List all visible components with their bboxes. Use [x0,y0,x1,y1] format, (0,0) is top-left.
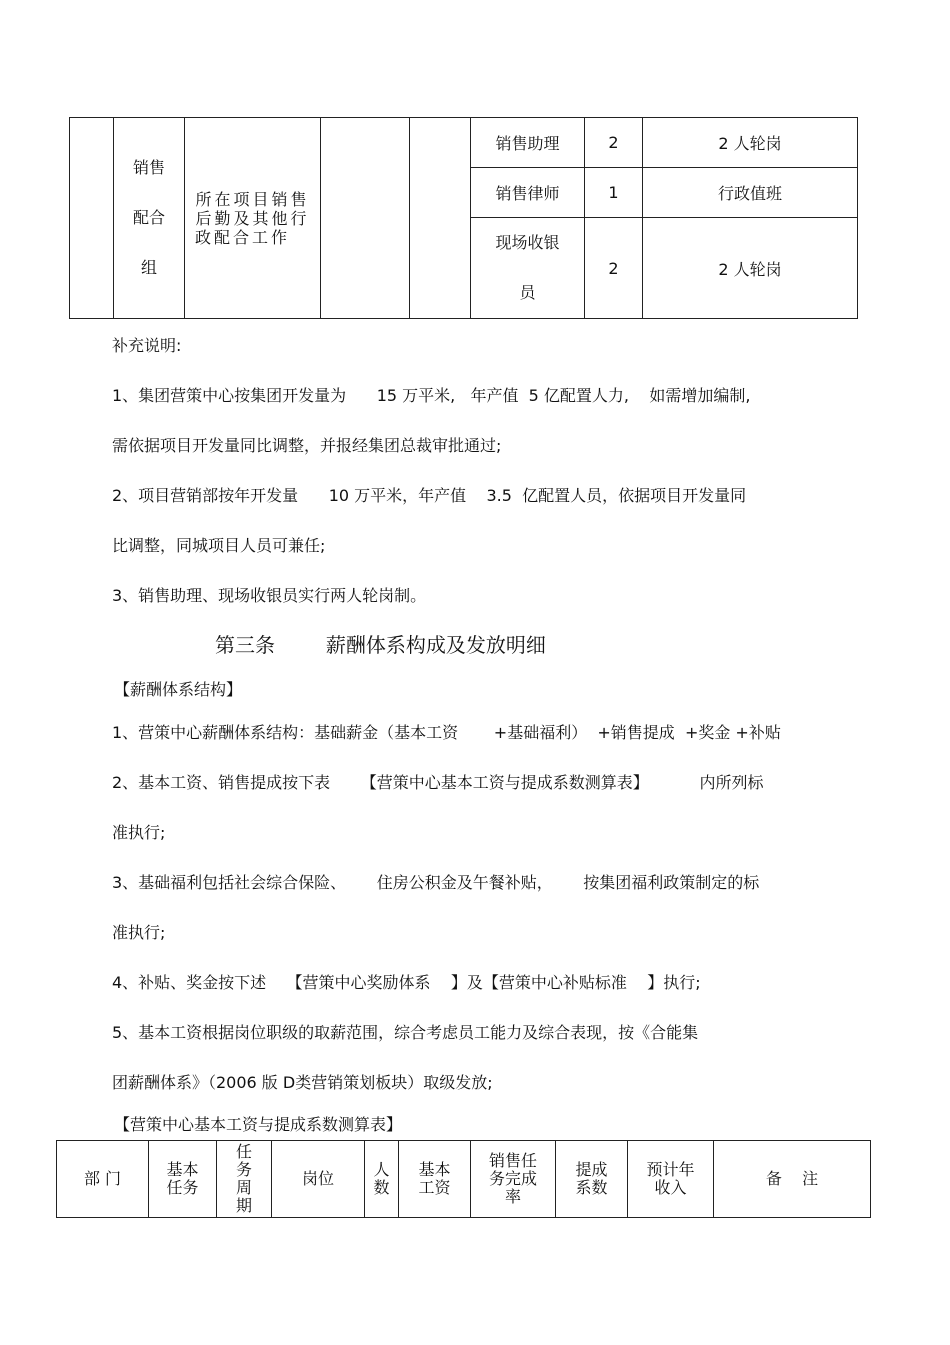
group-name-cell [114,118,185,319]
blank-cell [70,118,114,319]
section-line: 准执行; [112,923,166,942]
salary-table [56,1140,871,1218]
note-cell: 行政值班 [643,168,858,218]
position-cell: 销售律师 [471,168,585,218]
count-cell: 2 [585,218,643,319]
group-name-line: 组 [140,258,157,277]
staffing-table [69,117,858,319]
note-line: 比调整，同城项目人员可兼任; [112,536,326,555]
group-name-line: 销售 [132,158,165,177]
header-task-period: 任务周期 [217,1141,272,1218]
section-line: 3、基础福利包括社会综合保险、 住房公积金及午餐补贴， 按集团福利政策制定的标 [112,873,760,892]
header-remarks: 备 注 [714,1141,871,1218]
section-line: 5、基本工资根据岗位职级的取薪范围，综合考虑员工能力及综合表现，按《合能集 [112,1023,699,1042]
group-description: 所在项目销售后勤及其他行政配合工作 [185,118,321,319]
header-basic-task: 基本任务 [149,1141,217,1218]
count-cell: 2 [585,118,643,168]
section-line: 2、基本工资、销售提成按下表 【营策中心基本工资与提成系数测算表】 内所列标 [112,773,764,792]
position-cell [471,218,585,319]
blank-cell [321,118,410,319]
header-sales-completion-rate: 销售任务完成率 [471,1141,556,1218]
header-department: 部 门 [57,1141,149,1218]
position-line: 现场收银 [495,233,560,252]
notes-title: 补充说明: [112,336,182,355]
note-line: 需依据项目开发量同比调整，并报经集团总裁审批通过; [112,436,502,455]
header-basic-salary: 基本工资 [399,1141,471,1218]
note-line: 2、项目营销部按年开发量 10 万平米，年产值 3.5 亿配置人员，依据项目开发量同 [112,486,747,505]
section-line: 1、营策中心薪酬体系结构：基础薪金（基本工资 +基础福利） +销售提成 +奖金 +补贴 [112,723,781,742]
blank-cell [410,118,471,319]
table-title: 【营策中心基本工资与提成系数测算表】 [114,1115,403,1134]
note-line: 1、集团营策中心按集团开发量为 15 万平米, 年产值 5 亿配置人力, 如需增加编制, [112,386,751,405]
section-heading: 第三条 薪酬体系构成及发放明细 [215,633,546,657]
header-expected-income: 预计年收入 [628,1141,714,1218]
section-line: 准执行; [112,823,166,842]
header-headcount: 人数 [365,1141,399,1218]
section-line: 4、补贴、奖金按下述 【营策中心奖励体系 】及【营策中心补贴标准 】执行; [112,973,701,992]
header-position: 岗位 [272,1141,365,1218]
note-cell: 2 人轮岗 [643,118,858,168]
note-line: 3、销售助理、现场收银员实行两人轮岗制。 [112,586,427,605]
section-line: 团薪酬体系》（2006 版 D类营销策划板块）取级发放; [112,1073,493,1092]
note-cell: 2 人轮岗 [643,218,858,319]
group-name-line: 配合 [132,208,165,227]
position-line: 员 [519,283,536,302]
section-subtitle: 【薪酬体系结构】 [114,680,243,699]
position-cell: 销售助理 [471,118,585,168]
count-cell: 1 [585,168,643,218]
header-commission-rate: 提成系数 [556,1141,628,1218]
